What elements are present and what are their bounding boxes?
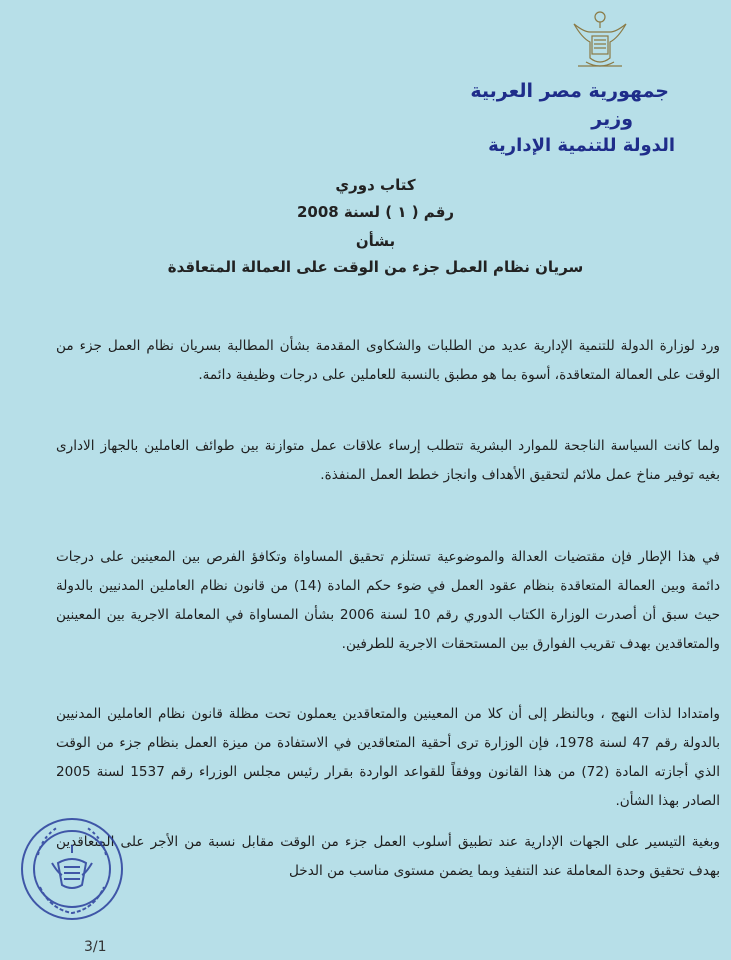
body-paragraph-3: في هذا الإطار فإن مقتضيات العدالة والموضوعية تستلزم تحقيق المساواة وتكافؤ الفرص بين المعينين على درجات دائمة وبين العمالة المتعاقدة بنظام عقود العمل في ضوء حكم المادة (14) من قانون نظام العاملين المدنيين بالدولة حيث سبق أن أصدرت الوزارة الكتاب الدوري رقم 10 لسنة 2006 بشأن المساواة في المعاملة الاجرية بين المعينين والمتعاقدين بهدف تقريب الفوارق بين المستحقات الاجرية للطرفين. [56, 549, 720, 652]
page-number: 3/1 [84, 939, 107, 955]
official-stamp [18, 815, 126, 923]
document-number: رقم ( ١ ) لسنة 2008 [296, 203, 455, 221]
letterhead-country: جمهورية مصر العربية [470, 80, 669, 102]
body-paragraph-1: ورد لوزارة الدولة للتنمية الإدارية عديد من الطلبات والشكاوى المقدمة بشأن المطالبة بسريان نظام العمل جزء من الوقت على العمالة المتعاقدة، أسوة بما هو مطبق بالنسبة للعاملين على درجات وظيفية دائمة. [56, 338, 720, 383]
body-paragraph-4: وامتدادا لذات النهج ، وبالنظر إلى أن كلا من المعينين والمتعاقدين يعملون تحت مظلة قانون نظام العاملين المدنيين بالدولة رقم 47 لسنة 1978، فإن الوزارة ترى أحقية المتعاقدين في الاستفادة من ميزة العمل بنظام جزء من الوقت الذي أجازته المادة (72) من هذا القانون ووفقاً للقواعد الواردة بقرار رئيس مجلس الوزراء رقم 1537 لسنة 2005 الصادر بهذا الشأن. [56, 706, 721, 809]
document-kind: كتاب دوري [335, 176, 416, 194]
eagle-emblem-icon [568, 8, 632, 70]
letterhead-minister: وزير [591, 108, 633, 130]
letterhead-ministry: الدولة للتنمية الإدارية [488, 135, 675, 156]
document-subject: سريان نظام العمل جزء من الوقت على العمالة المتعاقدة [167, 258, 584, 276]
regarding-label: بشأن [355, 232, 396, 250]
body-paragraph-5: وبغية التيسير على الجهات الإدارية عند تطبيق أسلوب العمل جزء من الوقت مقابل نسبة من الأجر على المتعاقدين بهدف تحقيق وحدة المعاملة عند التنفيذ وبما يضمن مستوى مناسب من الدخل [56, 834, 720, 879]
body-paragraph-2: ولما كانت السياسة الناجحة للموارد البشرية تتطلب إرساء علاقات عمل متوازنة بين طوائف العاملين بالجهاز الادارى بغيه توفير مناخ عمل ملائم لتحقيق الأهداف وانجاز خطط العمل المنفذة. [56, 438, 720, 483]
